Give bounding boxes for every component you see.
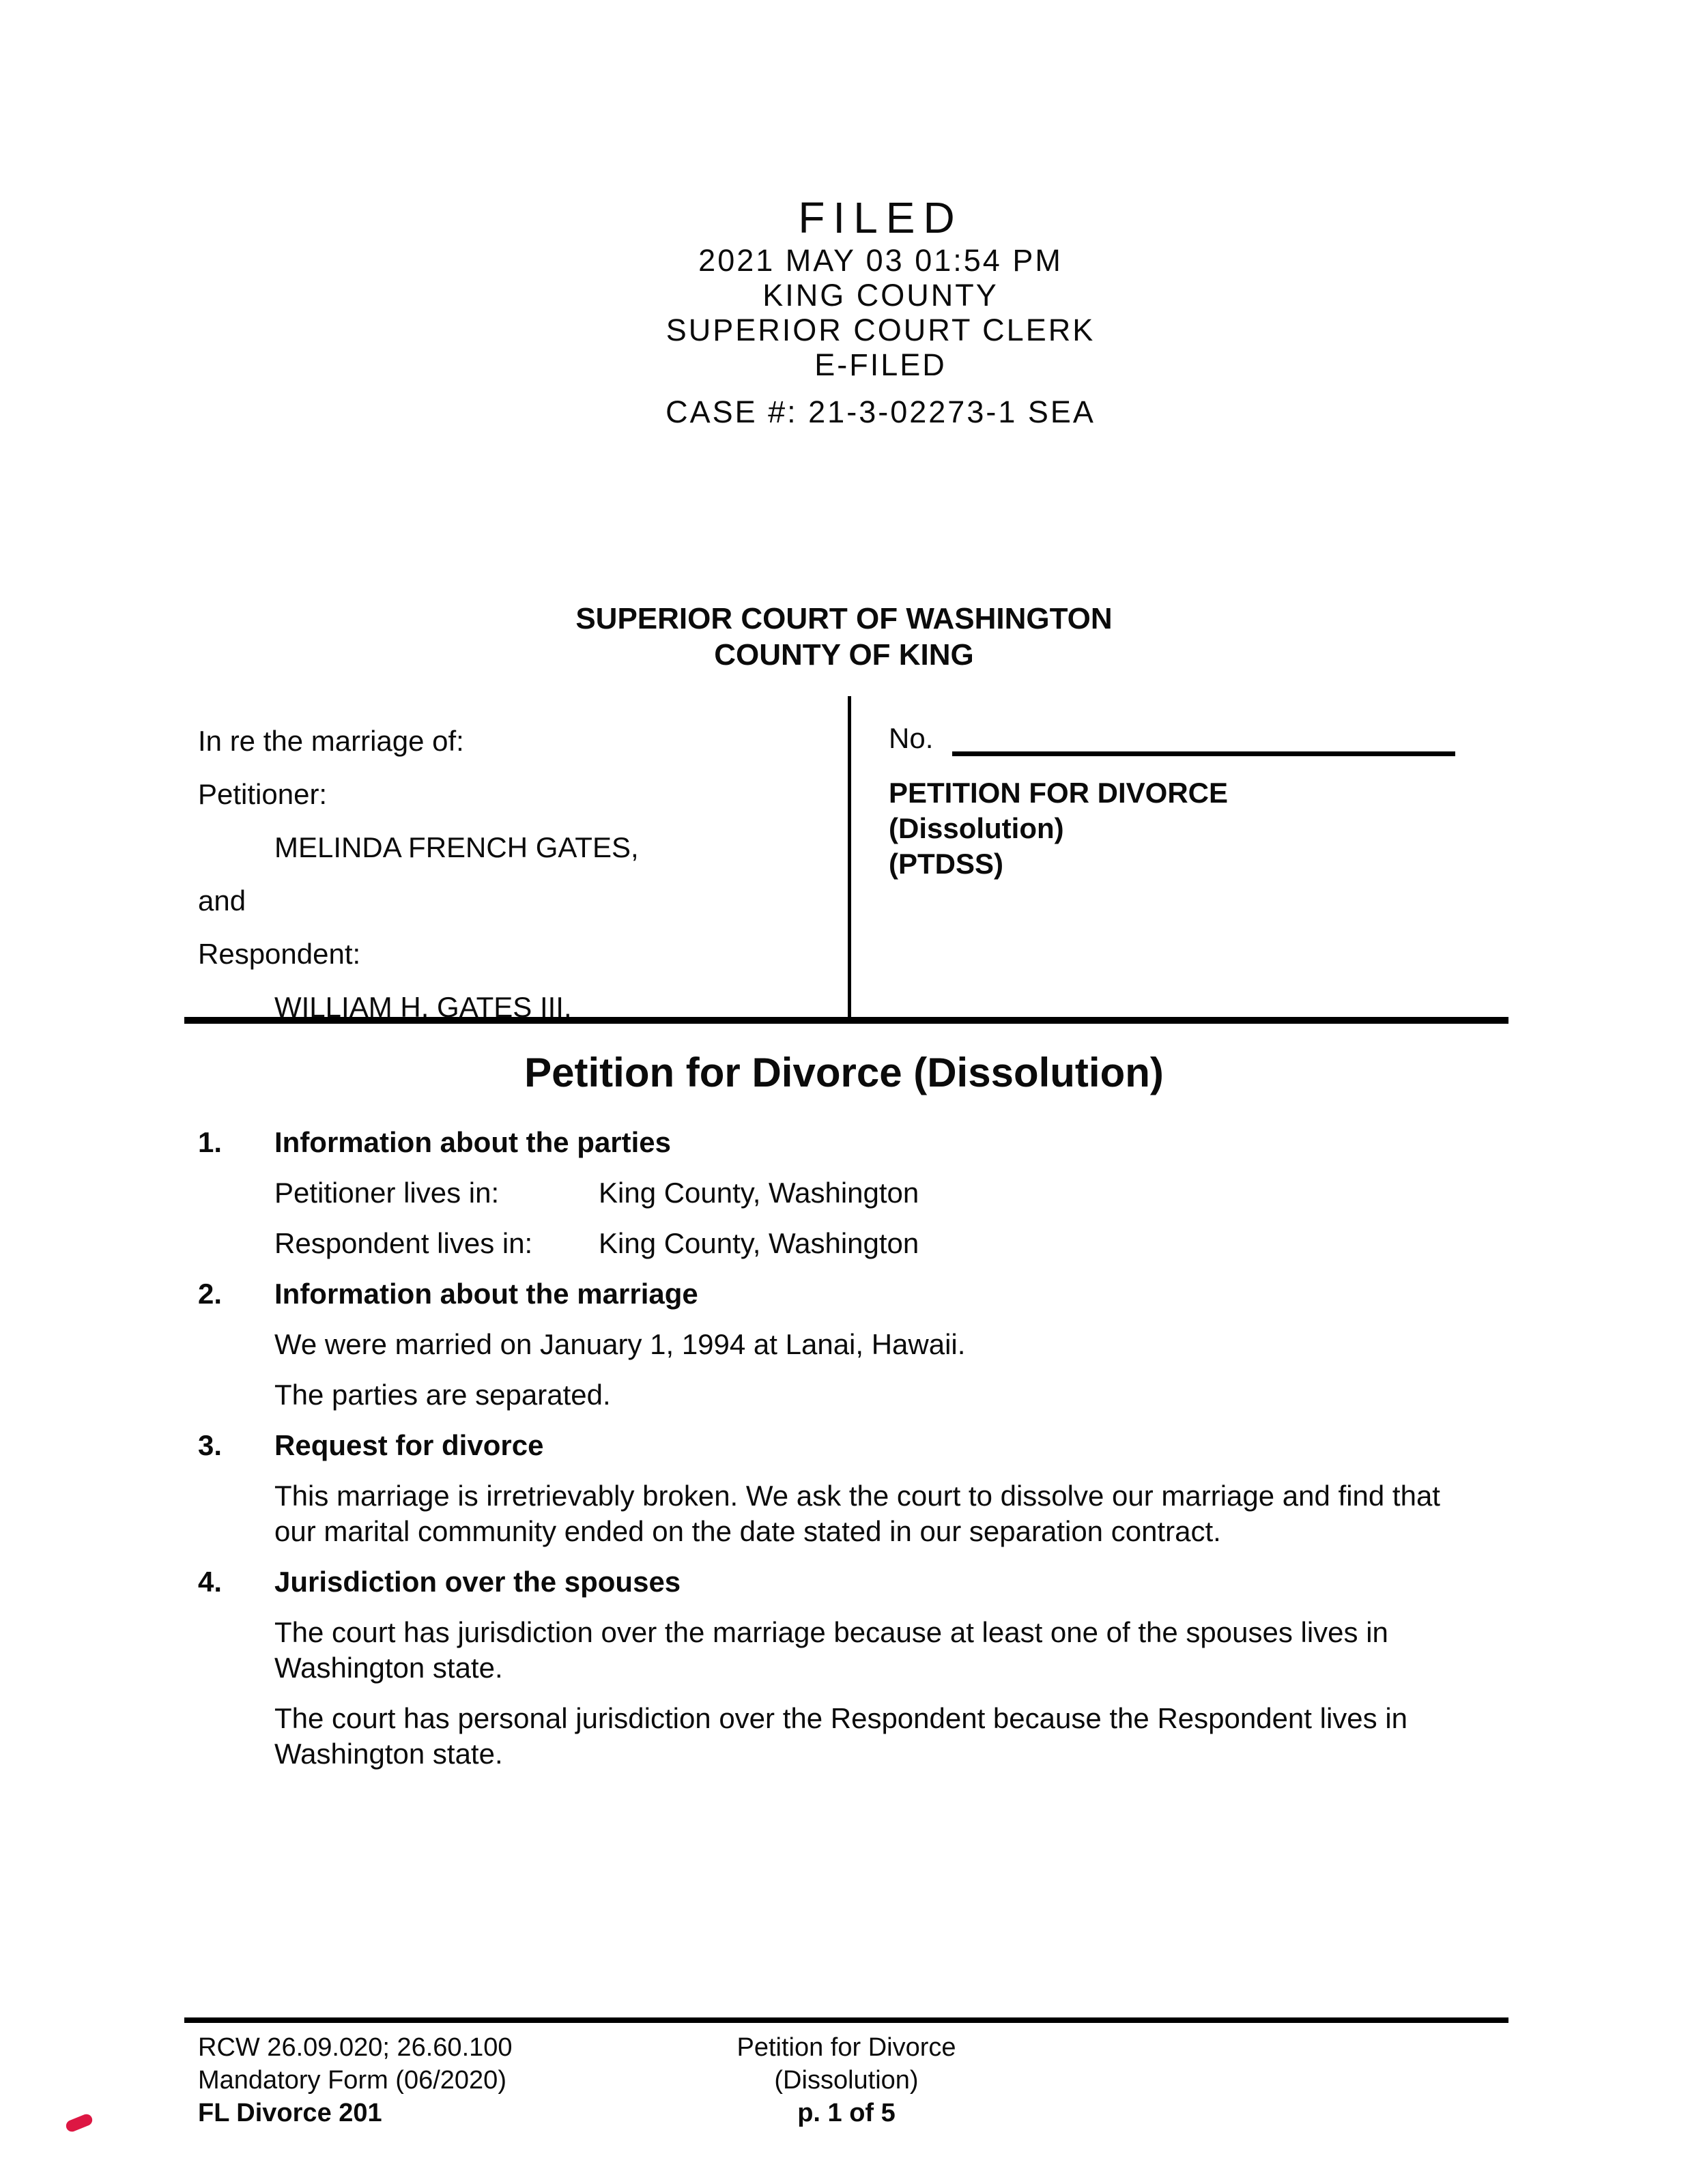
stamp-efiled: E-FILED <box>814 347 947 382</box>
caption-title-line1: PETITION FOR DIVORCE <box>889 777 1229 809</box>
section-content <box>274 1564 1481 1787</box>
petitioner-residence-row <box>274 1175 1481 1211</box>
section-content <box>274 1125 1481 1276</box>
section-request <box>198 1428 1481 1564</box>
footer-form-number: FL Divorce 201 <box>198 2099 382 2127</box>
page-title: Petition for Divorce (Dissolution) <box>524 1050 1164 1095</box>
in-re-line: In re the marriage of: <box>198 725 464 757</box>
footer-doc-title: Petition for Divorce <box>736 2033 956 2062</box>
petitioner-name: MELINDA FRENCH GATES, <box>274 831 639 863</box>
section-heading: Information about the marriage <box>274 1278 698 1310</box>
efiling-stamp <box>539 192 1222 429</box>
respondent-name: WILLIAM H. GATES III. <box>274 991 572 1023</box>
stamp-case-number: CASE #: 21-3-02273-1 SEA <box>666 394 1096 429</box>
section-content <box>274 1276 1481 1428</box>
footer-mandatory-form: Mandatory Form (06/2020) <box>198 2066 506 2095</box>
petitioner-label: Petitioner: <box>198 778 328 810</box>
section-heading: Information about the parties <box>274 1126 672 1158</box>
paragraph: The court has personal jurisdiction over the Respondent because the Respondent lives in Washington state. <box>274 1702 1408 1770</box>
section-content <box>274 1428 1481 1564</box>
caption-title-line3: (PTDSS) <box>889 848 1003 880</box>
paragraph: The court has jurisdiction over the marriage because at least one of the spouses lives in Washington state. <box>274 1616 1388 1684</box>
caption-parties <box>184 696 851 1023</box>
section-number: 3. <box>198 1429 223 1461</box>
stamp-filed-text: FILED <box>798 193 963 242</box>
court-header <box>0 601 1688 673</box>
section-heading: Request for divorce <box>274 1429 544 1461</box>
footer-page-number: p. 1 of 5 <box>797 2099 896 2127</box>
section-number: 2. <box>198 1278 223 1310</box>
section-heading: Jurisdiction over the spouses <box>274 1566 681 1598</box>
conjunction: and <box>198 885 246 917</box>
case-caption <box>184 696 1508 1024</box>
footer-document-info <box>184 2031 1508 2129</box>
stamp-county: KING COUNTY <box>762 278 999 313</box>
section-number: 4. <box>198 1566 223 1598</box>
caption-title-line2: (Dissolution) <box>889 812 1064 844</box>
case-number-blank-line <box>952 723 1455 756</box>
paragraph: We were married on January 1, 1994 at Lanai, Hawaii. <box>274 1328 966 1360</box>
footer-doc-subtitle: (Dissolution) <box>774 2066 919 2095</box>
residence-value: King County, Washington <box>599 1227 919 1259</box>
section-marriage <box>198 1276 1481 1428</box>
caption-document-title <box>889 775 1508 882</box>
stamp-datetime: 2021 MAY 03 01:54 PM <box>698 243 1063 278</box>
document-body <box>198 1125 1481 1787</box>
paragraph: This marriage is irretrievably broken. We ask the court to dissolve our marriage and find that our marital community ended on the date stated in our separation contract. <box>274 1480 1440 1547</box>
section-parties <box>198 1125 1481 1276</box>
case-number-row <box>889 721 1508 756</box>
residence-label: Petitioner lives in: <box>274 1177 500 1209</box>
respondent-residence-row <box>274 1226 1481 1261</box>
red-pen-mark <box>64 2112 94 2133</box>
page-footer <box>184 2017 1508 2129</box>
residence-value: King County, Washington <box>599 1177 919 1209</box>
section-number: 1. <box>198 1126 223 1158</box>
paragraph: The parties are separated. <box>274 1379 611 1411</box>
court-county: COUNTY OF KING <box>714 638 974 672</box>
court-name: SUPERIOR COURT OF WASHINGTON <box>575 602 1113 635</box>
case-number-label: No. <box>889 722 934 754</box>
section-jurisdiction <box>198 1564 1481 1787</box>
footer-rcw: RCW 26.09.020; 26.60.100 <box>198 2033 513 2062</box>
respondent-label: Respondent: <box>198 938 361 970</box>
caption-case-info <box>851 696 1508 1017</box>
residence-label: Respondent lives in: <box>274 1227 533 1259</box>
stamp-clerk: SUPERIOR COURT CLERK <box>666 313 1096 347</box>
